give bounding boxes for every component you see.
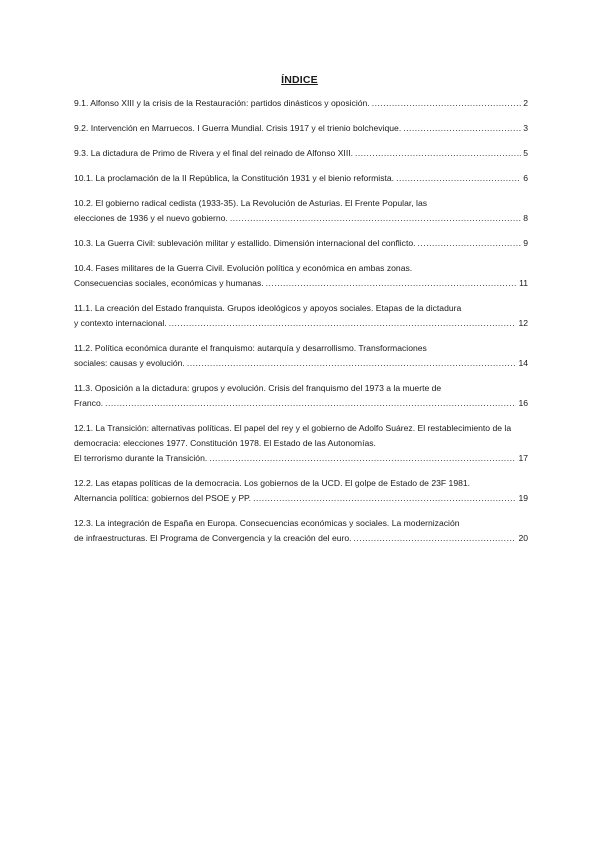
dot-leader	[169, 316, 517, 331]
toc-entry-text: 12.2. Las etapas políticas de la democracia. Los gobiernos de la UCD. El golpe de Estado de 23F 1981.	[74, 478, 471, 488]
dot-leader	[403, 121, 521, 136]
dot-leader	[418, 236, 522, 251]
toc-entry-12-3[interactable]	[74, 516, 528, 546]
dot-leader	[209, 451, 516, 466]
page-number: 5	[523, 148, 528, 158]
dot-leader	[396, 171, 521, 186]
toc-entry-9-3[interactable]	[74, 146, 528, 161]
toc-entry-text: 9.3. La dictadura de Primo de Rivera y el final del reinado de Alfonso XIII.	[74, 148, 353, 158]
toc-entry-text: 11.2. Política económica durante el franquismo: autarquía y desarrollismo. Transformaciones	[74, 343, 427, 353]
toc-entry-10-2[interactable]	[74, 196, 528, 226]
toc-entry-text: elecciones de 1936 y el nuevo gobierno.	[74, 213, 228, 223]
page-number: 9	[523, 238, 528, 248]
toc-entry-text: Consecuencias sociales, económicas y humanas.	[74, 278, 264, 288]
page-number: 12	[518, 318, 528, 328]
toc-entry-11-2[interactable]	[74, 341, 528, 371]
dot-leader	[105, 396, 516, 411]
page-number: 8	[523, 213, 528, 223]
toc-entry-text: 10.4. Fases militares de la Guerra Civil. Evolución política y económica en ambas zonas.	[74, 263, 413, 273]
dot-leader	[355, 146, 521, 161]
page-number: 3	[523, 123, 528, 133]
dot-leader	[266, 276, 517, 291]
toc-entry-10-4[interactable]	[74, 261, 528, 291]
toc-entry-text: 9.1. Alfonso XIII y la crisis de la Restauración: partidos dinásticos y oposición.	[74, 98, 370, 108]
toc-entry-text: 11.3. Oposición a la dictadura: grupos y evolución. Crisis del franquismo del 1973 a la muerte de	[74, 383, 442, 393]
table-of-contents	[74, 96, 528, 556]
toc-entry-text: Alternancia política: gobiernos del PSOE y PP.	[74, 493, 252, 503]
toc-entry-text: 11.1. La creación del Estado franquista. Grupos ideológicos y apoyos sociales. Etapas de la dictadura	[74, 303, 462, 313]
toc-entry-text: de infraestructuras. El Programa de Convergencia y la creación del euro.	[74, 533, 352, 543]
toc-entry-text: 12.3. La integración de España en Europa. Consecuencias económicas y sociales. La modernización	[74, 518, 460, 528]
toc-entry-text: 12.1. La Transición: alternativas políticas. El papel del rey y el gobierno de Adolfo Suárez. El restablecimiento de la democracia: elecciones 1977. Constitución 1978. El Estado de las Autonomías.	[74, 423, 512, 448]
page-number: 11	[519, 278, 528, 288]
page-number: 19	[518, 493, 528, 503]
toc-entry-text: 10.2. El gobierno radical cedista (1933-35). La Revolución de Asturias. El Frente Popular, las	[74, 198, 428, 208]
page-number: 20	[518, 533, 528, 543]
toc-entry-11-1[interactable]	[74, 301, 528, 331]
page-number: 14	[518, 358, 528, 368]
dot-leader	[230, 211, 521, 226]
toc-entry-10-3[interactable]	[74, 236, 528, 251]
toc-entry-12-1[interactable]	[74, 421, 528, 466]
toc-entry-10-1[interactable]	[74, 171, 528, 186]
toc-entry-text: 9.2. Intervención en Marruecos. I Guerra Mundial. Crisis 1917 y el trienio bolchevique.	[74, 123, 402, 133]
page-number: 16	[518, 398, 528, 408]
dot-leader	[187, 356, 517, 371]
dot-leader	[354, 531, 517, 546]
toc-entry-11-3[interactable]	[74, 381, 528, 411]
page-number: 2	[523, 98, 528, 108]
toc-entry-text: 10.1. La proclamación de la II República, la Constitución 1931 y el bienio reformista.	[74, 173, 395, 183]
page-number: 17	[518, 453, 528, 463]
toc-entry-9-1[interactable]	[74, 96, 528, 111]
toc-entry-text: El terrorismo durante la Transición.	[74, 453, 208, 463]
toc-entry-12-2[interactable]	[74, 476, 528, 506]
toc-entry-text: Franco.	[74, 398, 104, 408]
toc-entry-text: 10.3. La Guerra Civil: sublevación militar y estallido. Dimensión internacional del conflicto.	[74, 238, 416, 248]
toc-entry-text: sociales: causas y evolución.	[74, 358, 185, 368]
toc-entry-text: y contexto internacional.	[74, 318, 167, 328]
dot-leader	[372, 96, 522, 111]
toc-entry-9-2[interactable]	[74, 121, 528, 136]
page-number: 6	[523, 173, 528, 183]
toc-title: ÍNDICE	[281, 74, 318, 86]
dot-leader	[253, 491, 516, 506]
